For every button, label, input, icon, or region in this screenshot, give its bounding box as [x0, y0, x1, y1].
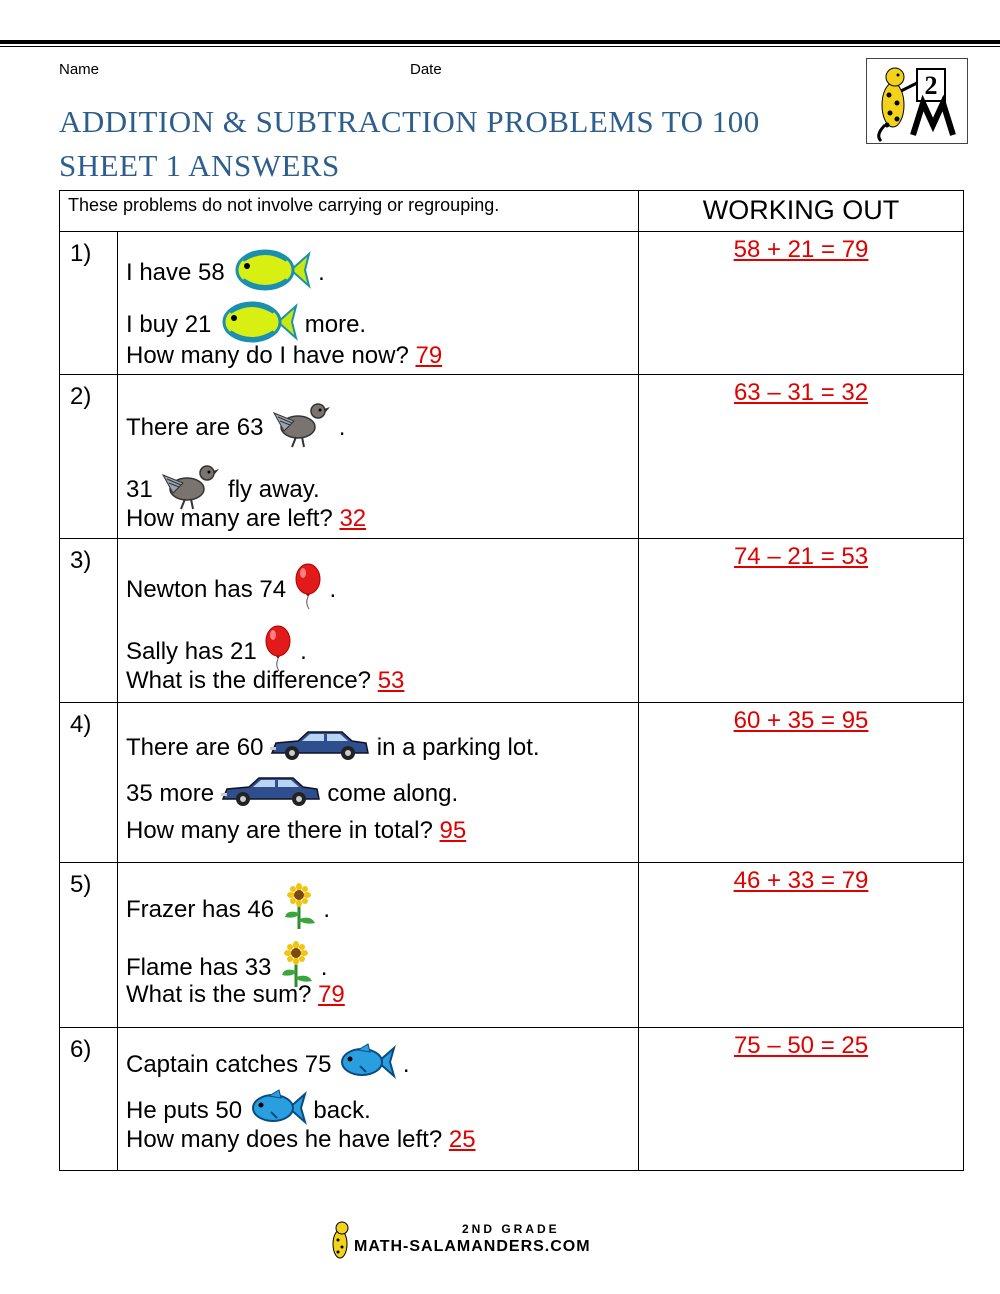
tropical-fish-icon: [231, 246, 311, 301]
problem-number: 2): [60, 375, 118, 539]
question-line-1: [126, 883, 330, 938]
question-line-3: [126, 1126, 476, 1154]
question-text-3: What is the sum?: [126, 981, 312, 1008]
answer-value: 95: [439, 817, 467, 844]
problem-row: [60, 1028, 964, 1171]
question-line-1: [126, 563, 336, 618]
page-subtitle: SHEET 1 ANSWERS: [59, 148, 340, 183]
question-text-2b: .: [300, 637, 307, 665]
question-line-3: [126, 505, 366, 533]
working-out-answer: 75 – 50 = 25: [639, 1028, 964, 1171]
top-rule-thin: [0, 46, 1000, 47]
footer-logo: [330, 1218, 630, 1262]
question-text-3: What is the difference?: [126, 667, 372, 694]
answer-value: 32: [339, 505, 367, 532]
question-line-1: [126, 729, 540, 768]
question-text-2b: come along.: [327, 779, 459, 807]
date-label: Date: [410, 61, 442, 78]
car-icon: [270, 729, 370, 768]
blue-fish-icon: [338, 1042, 396, 1089]
question-line-1: [126, 246, 325, 301]
question-line-1: [126, 399, 345, 458]
question-line-1: [126, 1042, 409, 1089]
question-line-3: [126, 981, 345, 1009]
instructions-note: These problems do not involve carrying or regrouping.: [60, 191, 639, 232]
question-text-1b: .: [329, 575, 337, 603]
question-line-3: [126, 817, 466, 845]
problem-question: [118, 539, 639, 703]
question-text-1a: There are 60: [126, 733, 264, 761]
answer-value: 53: [377, 667, 405, 694]
working-out-answer: 60 + 35 = 95: [639, 703, 964, 863]
answer-value: 25: [448, 1126, 476, 1153]
footer-grade: 2ND GRADE: [462, 1222, 560, 1236]
problem-row: [60, 375, 964, 539]
question-text-2a: I buy 21: [126, 310, 212, 338]
question-text-3: How many are there in total?: [126, 817, 433, 844]
balloon-icon: [293, 563, 323, 618]
question-line-3: [126, 667, 404, 695]
working-out-header: WORKING OUT: [639, 191, 964, 232]
problem-row: [60, 539, 964, 703]
name-label: Name: [59, 61, 100, 78]
bird-icon: [270, 399, 332, 458]
question-text-1a: I have 58: [126, 258, 225, 286]
question-line-2: [126, 775, 458, 814]
working-out-answer: 46 + 33 = 79: [639, 863, 964, 1028]
problem-number: 1): [60, 232, 118, 375]
question-text-2b: back.: [313, 1096, 371, 1124]
question-line-3: [126, 342, 442, 370]
question-text-3: How many are left?: [126, 505, 333, 532]
answer-value: 79: [415, 342, 443, 369]
question-text-3: How many does he have left?: [126, 1126, 443, 1153]
problem-question: [118, 232, 639, 375]
working-out-answer: 58 + 21 = 79: [639, 232, 964, 375]
page-title: ADDITION & SUBTRACTION PROBLEMS TO 100: [59, 104, 760, 139]
question-text-2b: fly away.: [228, 475, 320, 503]
working-out-answer: 63 – 31 = 32: [639, 375, 964, 539]
question-text-2a: Flame has 33: [126, 953, 272, 981]
problem-question: [118, 703, 639, 863]
question-text-1a: Newton has 74: [126, 575, 287, 603]
question-text-1b: .: [402, 1050, 410, 1078]
car-icon: [221, 775, 321, 814]
question-text-1a: There are 63: [126, 413, 264, 441]
problem-number: 3): [60, 539, 118, 703]
question-text-1a: Frazer has 46: [126, 895, 275, 923]
problem-number: 4): [60, 703, 118, 863]
problem-question: [118, 1028, 639, 1171]
problem-row: [60, 703, 964, 863]
table-header-row: [60, 191, 964, 232]
question-text-1b: in a parking lot.: [376, 733, 540, 761]
question-text-2b: more.: [304, 310, 367, 338]
logo-number: 2: [924, 71, 938, 100]
sunflower-icon: [281, 883, 317, 938]
question-text-2a: He puts 50: [126, 1096, 243, 1124]
salamander-logo: [866, 58, 968, 144]
question-text-1b: .: [318, 258, 325, 286]
problem-number: 5): [60, 863, 118, 1028]
problems-table: [59, 190, 964, 1171]
question-text-2b: .: [320, 953, 328, 981]
top-rule: [0, 40, 1000, 44]
problem-question: [118, 863, 639, 1028]
question-text-2a: Sally has 21: [126, 637, 257, 665]
question-text-2a: 35 more: [126, 779, 215, 807]
question-text-1a: Captain catches 75: [126, 1050, 332, 1078]
problem-row: [60, 863, 964, 1028]
footer-site: MATH-SALAMANDERS.COM: [354, 1238, 591, 1255]
problem-number: 6): [60, 1028, 118, 1171]
question-text-1b: .: [323, 895, 331, 923]
problem-question: [118, 375, 639, 539]
question-text-3: How many do I have now?: [126, 342, 409, 369]
answer-value: 79: [318, 981, 345, 1008]
problem-row: [60, 232, 964, 375]
question-text-1b: .: [338, 413, 346, 441]
question-text-2a: 31: [126, 475, 153, 503]
working-out-answer: 74 – 21 = 53: [639, 539, 964, 703]
